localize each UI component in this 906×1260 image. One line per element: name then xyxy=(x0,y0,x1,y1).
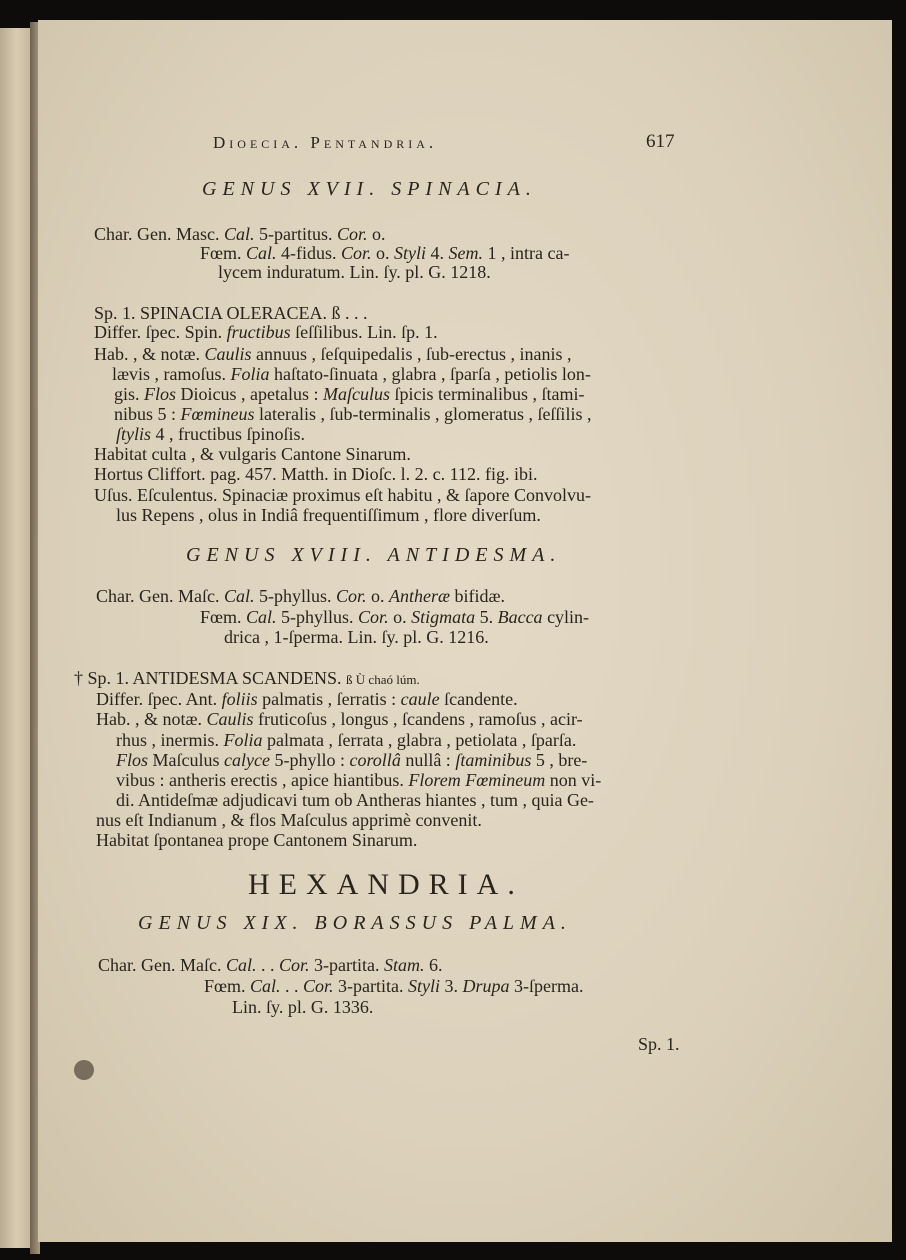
text: palmata , ſerrata , glabra , petiolata , ſparſa. xyxy=(267,730,577,750)
text: 5-phyllus. xyxy=(281,607,354,627)
text: gis. xyxy=(114,384,140,404)
text: 4 , fructibus ſpinoſis. xyxy=(155,424,305,444)
label: Cor. xyxy=(336,586,367,606)
label: Cor. xyxy=(278,955,310,975)
italic-text: Caulis xyxy=(206,709,254,729)
text: 6. xyxy=(428,955,443,975)
label: Cal. xyxy=(223,586,255,606)
habitat-line: Habitat culta , & vulgaris Cantone Sinarum. xyxy=(94,444,411,464)
catchword: Sp. 1. xyxy=(638,1034,680,1054)
habit-line xyxy=(116,769,601,791)
text: . . xyxy=(285,976,299,996)
habit-line xyxy=(94,343,571,365)
label: Cor. xyxy=(341,243,372,263)
genus-title: GENUS XVIII. ANTIDESMA. xyxy=(186,544,562,566)
differ-line xyxy=(94,321,438,343)
text: 3-partita. xyxy=(314,955,380,975)
text: fruticoſus , longus , ſcandens , ramoſus , acir- xyxy=(258,709,583,729)
text: Char. Gen. Maſc. xyxy=(98,955,222,975)
char-line: lycem induratum. Lin. ſy. pl. G. 1218. xyxy=(218,262,491,282)
italic-text: Maſculus xyxy=(323,384,391,404)
text: nibus 5 : xyxy=(114,404,177,424)
text: vibus : antheris erectis , apice hiantibus. xyxy=(116,770,404,790)
italic-text: Flos xyxy=(116,750,149,770)
habitat-line: Habitat ſpontanea prope Cantonem Sinarum. xyxy=(96,830,418,850)
genus-title: GENUS XVII. SPINACIA. xyxy=(202,178,537,200)
species-heading: Sp. 1. SPINACIA OLERACEA. ß . . . xyxy=(94,303,368,323)
text: Fœm. xyxy=(200,243,242,263)
text: Hab. , & notæ. xyxy=(96,709,202,729)
text: ſeſſilibus. Lin. ſp. 1. xyxy=(295,322,438,342)
text: Maſculus xyxy=(152,750,220,770)
text: 1 , intra ca- xyxy=(487,243,570,263)
text: rhus , inermis. xyxy=(116,730,219,750)
italic-text: corollâ xyxy=(349,750,401,770)
italic-text: calyce xyxy=(224,750,270,770)
char-line: Lin. ſy. pl. G. 1336. xyxy=(232,997,374,1017)
label: Cal. xyxy=(246,243,277,263)
label: Styli xyxy=(408,976,441,996)
text: bifidæ. xyxy=(454,586,506,606)
text: o. xyxy=(372,224,386,244)
text: ſpicis terminalibus , ſtami- xyxy=(394,384,585,404)
text: . . xyxy=(260,955,275,975)
habit-line xyxy=(116,729,576,751)
italic-text: foliis xyxy=(221,689,258,709)
italic-text: Caulis xyxy=(204,344,252,364)
italic-text: Folia xyxy=(230,364,270,384)
text: o. xyxy=(376,243,390,263)
running-title: Dioecia. Pentandria. xyxy=(213,133,438,152)
text: cylin- xyxy=(547,607,590,627)
text: 5-phyllo : xyxy=(274,750,345,770)
label: Cal. xyxy=(225,955,257,975)
text: 5. xyxy=(479,607,494,627)
text: 5 , bre- xyxy=(535,750,588,770)
char-line xyxy=(204,975,584,997)
text: 4. xyxy=(430,243,445,263)
text: Fœm. xyxy=(204,976,246,996)
text: Fœm. xyxy=(200,607,242,627)
char-line xyxy=(200,606,589,628)
label: Cor. xyxy=(303,976,334,996)
char-line: drica , 1-ſperma. Lin. ſy. pl. G. 1216. xyxy=(224,627,489,647)
text: 3-partita. xyxy=(338,976,404,996)
habit-line: nus eſt Indianum , & flos Maſculus apprimè convenit. xyxy=(96,810,482,830)
label: Antheræ xyxy=(389,586,451,606)
label: Cal. xyxy=(250,976,281,996)
text: Hab. , & notæ. xyxy=(94,344,200,364)
usus-line: Uſus. Eſculentus. Spinaciæ proximus eſt habitu , & ſapore Convolvu- xyxy=(94,485,591,505)
label: Cor. xyxy=(358,607,389,627)
habit-line xyxy=(116,749,587,771)
text: annuus , ſeſquipedalis , ſub-erectus , inanis , xyxy=(256,344,572,364)
text: Char. Gen. Maſc. xyxy=(96,586,220,606)
text: 3. xyxy=(444,976,459,996)
label: Styli xyxy=(394,243,427,263)
italic-text: Fœmineus xyxy=(180,404,255,424)
italic-text: Florem Fœmineum xyxy=(408,770,546,790)
ink-stain xyxy=(74,1060,94,1080)
char-line xyxy=(96,585,505,607)
text: nullâ : xyxy=(405,750,451,770)
text: Dioicus , apetalus : xyxy=(180,384,319,404)
label: Bacca xyxy=(497,607,543,627)
reference-line: Hortus Cliffort. pag. 457. Matth. in Dioſc. l. 2. c. 112. fig. ibi. xyxy=(94,464,538,484)
label: Stam. xyxy=(383,955,425,975)
char-line xyxy=(98,954,442,976)
label: Stigmata xyxy=(411,607,476,627)
text: Differ. ſpec. Spin. xyxy=(94,322,223,342)
facing-page-edge xyxy=(0,28,30,1248)
italic-text: caule xyxy=(400,689,440,709)
text: 5-phyllus. xyxy=(258,586,332,606)
habit-line: di. Antideſmæ adjudicavi tum ob Antheras hiantes , tum , quia Ge- xyxy=(116,790,594,810)
label: Sem. xyxy=(448,243,484,263)
genus-title: GENUS XIX. BORASSUS PALMA. xyxy=(138,912,572,934)
habit-line xyxy=(116,423,305,445)
page-number: 617 xyxy=(646,131,675,152)
text: ſcandente. xyxy=(444,689,518,709)
text: 5-partitus. xyxy=(259,224,333,244)
dagger-mark: † xyxy=(74,668,83,688)
text: o. xyxy=(371,586,385,606)
habit-line xyxy=(96,708,583,730)
text: 3-ſperma. xyxy=(514,976,584,996)
label: Cor. xyxy=(337,224,368,244)
label: Cal. xyxy=(223,224,255,244)
text: 4-fidus. xyxy=(281,243,337,263)
text: non vi- xyxy=(549,770,602,790)
habit-line xyxy=(114,403,591,425)
text: lævis , ramoſus. xyxy=(112,364,227,384)
text: palmatis , ſerratis : xyxy=(262,689,397,709)
class-title: HEXANDRIA. xyxy=(248,868,524,901)
italic-text: fructibus xyxy=(226,322,291,342)
habit-line xyxy=(114,383,584,405)
usus-line: lus Repens , olus in Indiâ frequentiſſimum , flore diverſum. xyxy=(116,505,541,525)
text: lateralis , ſub-terminalis , glomeratus , ſeſſilis , xyxy=(259,404,592,424)
italic-text: ſtaminibus xyxy=(455,750,532,770)
label: Cal. xyxy=(246,607,277,627)
vernacular-name: ß Ù chaó lúm. xyxy=(346,672,420,687)
differ-line xyxy=(96,688,518,710)
text: Char. Gen. Masc. xyxy=(94,224,220,244)
habit-line xyxy=(112,363,591,385)
italic-text: Folia xyxy=(223,730,263,750)
label: Drupa xyxy=(462,976,510,996)
text: o. xyxy=(393,607,407,627)
text: Differ. ſpec. Ant. xyxy=(96,689,218,709)
text: Sp. 1. ANTIDESMA SCANDENS. xyxy=(87,668,342,688)
italic-text: Flos xyxy=(144,384,177,404)
italic-text: ſtylis xyxy=(116,424,151,444)
text: haſtato-ſinuata , glabra , ſparſa , petiolis lon- xyxy=(274,364,591,384)
